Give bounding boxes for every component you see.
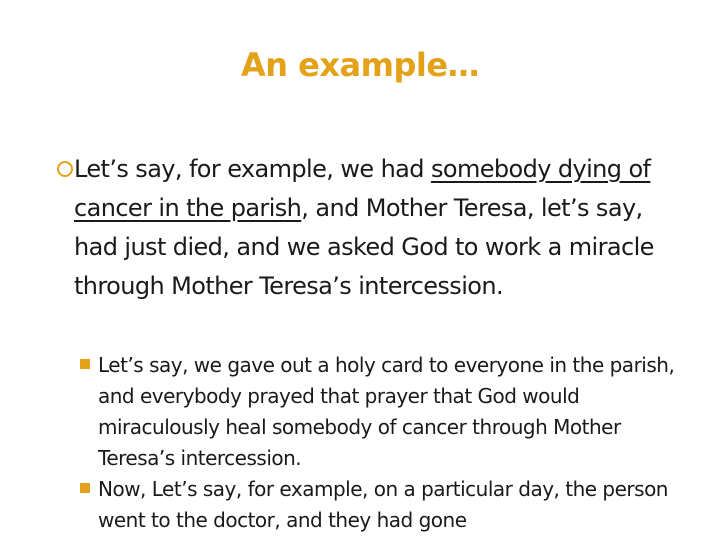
sub-bullet-item	[78, 474, 678, 536]
sub-bullet-item	[78, 350, 678, 474]
hollow-circle-icon	[57, 161, 73, 177]
bullet-item	[57, 150, 657, 306]
sub-bullet-list	[78, 350, 678, 536]
square-bullet-icon	[80, 483, 90, 493]
bullet-text-part2: , and Mother Teresa, let’s say, had just died, and we asked God to work a miracle through Mother Teresa’s intercession.	[74, 194, 654, 300]
slide-title: An example…	[240, 46, 480, 84]
sub-bullet-text: Let’s say, we gave out a holy card to everyone in the parish, and everybody prayed that prayer that God would miraculously heal somebody of cancer through Mother Teresa’s intercession.	[98, 353, 675, 470]
bullet-text-underlined: somebody dying of cancer in the parish	[74, 155, 651, 222]
bullet-text	[57, 150, 657, 306]
bullet-text-part1: Let’s say, for example, we had	[74, 155, 431, 183]
sub-bullet-text: Now, Let’s say, for example, on a particular day, the person went to the doctor, and they had gone	[98, 477, 668, 532]
square-bullet-icon	[80, 359, 90, 369]
